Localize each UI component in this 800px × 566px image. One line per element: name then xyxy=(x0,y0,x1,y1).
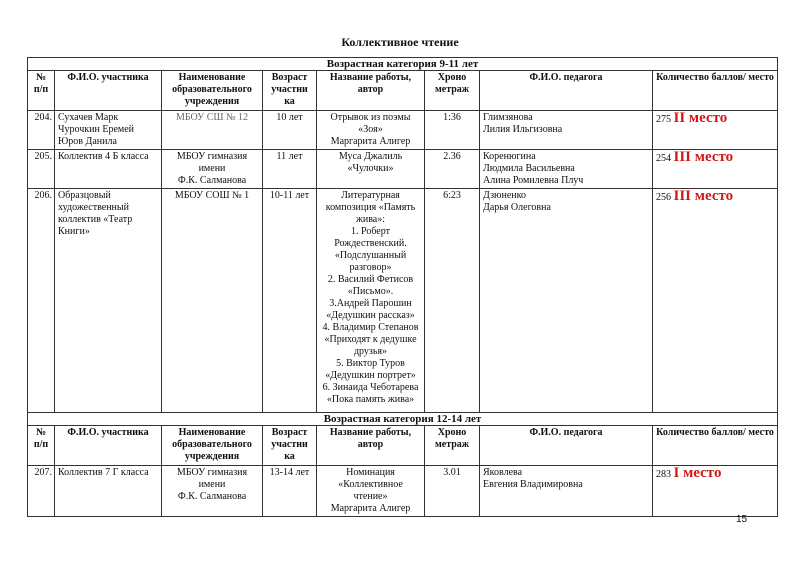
score: 275 xyxy=(656,114,671,125)
work-title: Литературная композиция «Память жива»: 1. Роберт Рождественский. «Подслушанный разговор» 2. Василий Фетисов «Письмо». 3.Андрей Парошин «Дедушкин рассказ» 4. Владимир Степанов «Приходят к дедушке друзья» 5. Виктор Туров «Дедушкин портрет» 6. Зинаида Чеботарева «Пока память жива» xyxy=(317,189,425,413)
table-row xyxy=(28,189,778,413)
duration: 6:23 xyxy=(425,189,480,413)
score: 256 xyxy=(656,192,671,203)
column-header: Ф.И.О. участника xyxy=(55,426,162,466)
work-title: Отрывок из поэмы «Зоя» Маргарита Алигер xyxy=(317,111,425,150)
school: МБОУ СОШ № 1 xyxy=(162,189,263,413)
teacher: Яковлева Евгения Владимировна xyxy=(480,466,653,517)
header-row xyxy=(28,426,778,466)
row-number: 207. xyxy=(28,466,55,517)
school: МБОУ СШ № 12 xyxy=(162,111,263,150)
score-cell xyxy=(653,189,778,413)
row-number: 204. xyxy=(28,111,55,150)
age: 13-14 лет xyxy=(263,466,317,517)
participant: Образцовый художественный коллектив «Театр Книги» xyxy=(55,189,162,413)
column-header: Количество баллов/ место xyxy=(653,426,778,466)
results-table xyxy=(27,57,778,517)
duration: 3.01 xyxy=(425,466,480,517)
participant: Коллектив 4 Б класса xyxy=(55,150,162,189)
age: 10-11 лет xyxy=(263,189,317,413)
school: МБОУ гимназия имени Ф.К. Салманова xyxy=(162,150,263,189)
duration: 2.36 xyxy=(425,150,480,189)
work-title: Муса Джалиль «Чулочки» xyxy=(317,150,425,189)
duration: 1:36 xyxy=(425,111,480,150)
page-title: Коллективное чтение xyxy=(341,35,459,49)
score: 283 xyxy=(656,469,671,480)
column-header: Название работы, автор xyxy=(317,426,425,466)
table-row xyxy=(28,466,778,517)
column-header: Название работы, автор xyxy=(317,71,425,111)
row-number: 205. xyxy=(28,150,55,189)
table-row xyxy=(28,150,778,189)
score-cell xyxy=(653,466,778,517)
column-header: Возраст участни ка xyxy=(263,71,317,111)
header-row xyxy=(28,71,778,111)
score: 254 xyxy=(656,153,671,164)
column-header: Хроно метраж xyxy=(425,426,480,466)
school: МБОУ гимназия имени Ф.К. Салманова xyxy=(162,466,263,517)
page-number: 15 xyxy=(736,514,748,525)
participant: Коллектив 7 Г класса xyxy=(55,466,162,517)
column-header: Наименование образовательного учреждения xyxy=(162,71,263,111)
teacher: Дзюненко Дарья Олеговна xyxy=(480,189,653,413)
category-header: Возрастная категория 12-14 лет xyxy=(28,413,778,426)
column-header: Возраст участни ка xyxy=(263,426,317,466)
place: III место xyxy=(673,188,734,204)
place: II место xyxy=(673,110,728,126)
place: III место xyxy=(673,149,734,165)
row-number: 206. xyxy=(28,189,55,413)
column-header: Количество баллов/ место xyxy=(653,71,778,111)
score-cell xyxy=(653,150,778,189)
column-header: Ф.И.О. педагога xyxy=(480,426,653,466)
age: 11 лет xyxy=(263,150,317,189)
work-title: Номинация «Коллективное чтение» Маргарита Алигер xyxy=(317,466,425,517)
participant: Сухачев Марк Чурочкин Еремей Юров Данила xyxy=(55,111,162,150)
column-header: Хроно метраж xyxy=(425,71,480,111)
table-row xyxy=(28,111,778,150)
place: I место xyxy=(673,465,722,481)
column-header: № п/п xyxy=(28,71,55,111)
column-header: Наименование образовательного учреждения xyxy=(162,426,263,466)
age: 10 лет xyxy=(263,111,317,150)
column-header: Ф.И.О. педагога xyxy=(480,71,653,111)
teacher: Глимзянова Лилия Ильгизовна xyxy=(480,111,653,150)
column-header: Ф.И.О. участника xyxy=(55,71,162,111)
teacher: Коренюгина Людмила Васильевна Алина Ромилевна Плуч xyxy=(480,150,653,189)
category-header: Возрастная категория 9-11 лет xyxy=(28,58,778,71)
column-header: № п/п xyxy=(28,426,55,466)
score-cell xyxy=(653,111,778,150)
